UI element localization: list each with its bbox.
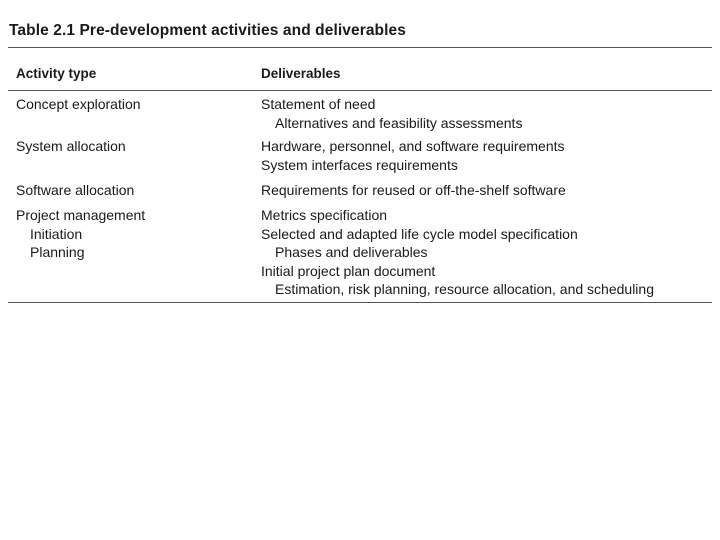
deliverables-cell (261, 137, 565, 174)
activity-sublabel: Initiation (30, 225, 83, 242)
activity-label: System allocation (16, 138, 126, 154)
deliverable-subitem: Estimation, risk planning, resource allocation, and scheduling (275, 281, 654, 297)
deliverables-cell (261, 181, 566, 200)
activity-cell (16, 95, 141, 114)
deliverable-item: Hardware, personnel, and software requirements (261, 138, 565, 154)
deliverable-subitem: Phases and deliverables (275, 244, 428, 260)
bottom-rule (8, 302, 712, 303)
deliverable-item: System interfaces requirements (261, 156, 458, 173)
header-activity-type: Activity type (16, 66, 97, 81)
deliverable-item: Selected and adapted life cycle model specification (261, 225, 578, 242)
header-rule (8, 90, 712, 91)
deliverable-subitem: Alternatives and feasibility assessments (275, 114, 523, 131)
activity-label: Software allocation (16, 182, 135, 198)
deliverable-item: Metrics specification (261, 207, 388, 223)
activity-sublabel: Planning (30, 244, 85, 260)
activity-cell (16, 206, 145, 262)
activity-cell (16, 181, 134, 200)
deliverable-item: Initial project plan document (261, 262, 436, 279)
header-deliverables: Deliverables (261, 66, 341, 81)
deliverables-cell (261, 95, 522, 132)
deliverable-item: Statement of need (261, 96, 376, 112)
top-rule (8, 47, 712, 48)
deliverables-cell (261, 206, 654, 299)
table-title: Table 2.1 Pre-development activities and deliverables (9, 22, 406, 39)
activity-label: Concept exploration (16, 96, 141, 112)
activity-cell (16, 137, 126, 156)
activity-label: Project management (16, 207, 146, 223)
deliverable-item: Requirements for reused or off-the-shelf software (261, 182, 566, 198)
